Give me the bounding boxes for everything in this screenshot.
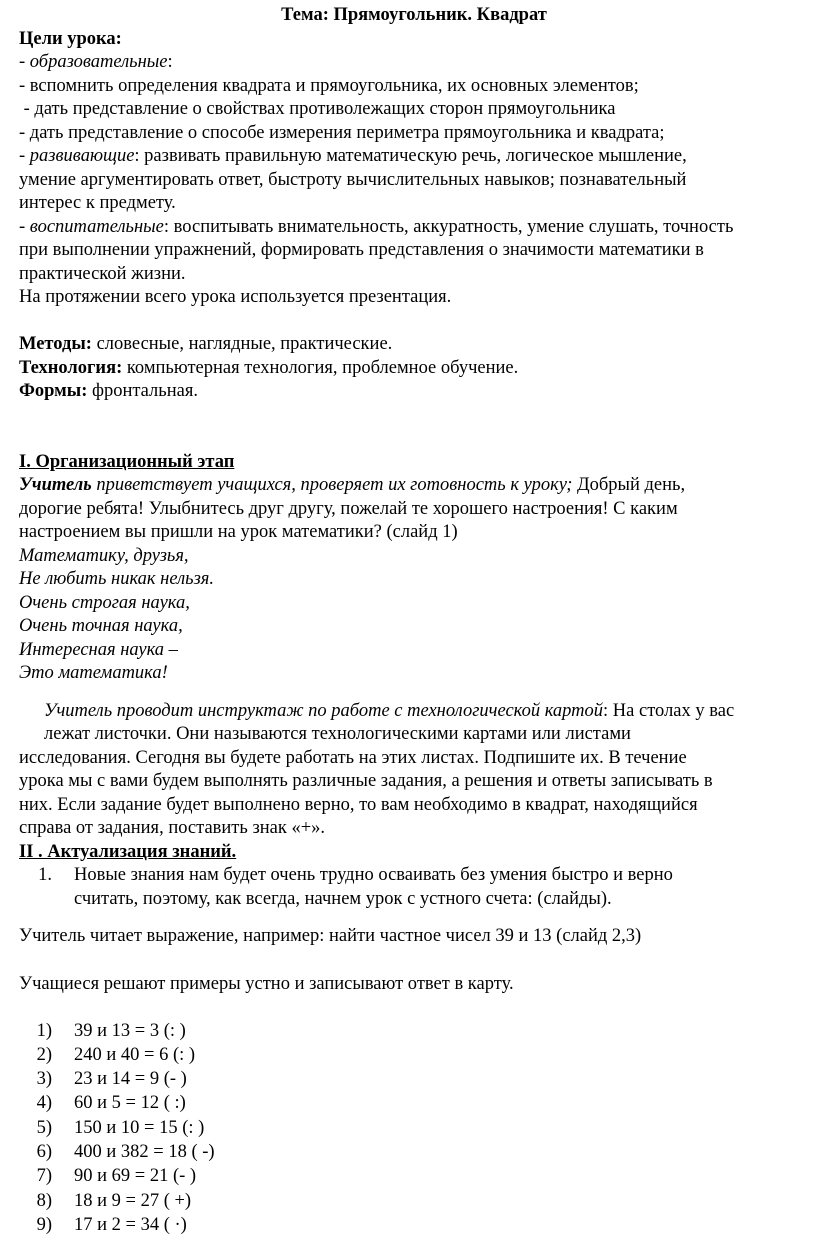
technology-value: компьютерная технология, проблемное обучение. [122,358,518,378]
instruction-text: справа от задания, поставить знак «+». [19,817,809,841]
instruction-line [19,700,809,724]
exercise-list [19,1020,809,1238]
upbringing-text: : воспитывать внимательность, аккуратность, умение слушать, точность [164,217,734,237]
methods-line [19,333,809,357]
poem-line: Очень точная наука, [19,615,809,639]
exercise-text: 39 и 13 = 3 (: ) [74,1020,186,1044]
methods-value: словесные, наглядные, практические. [92,334,392,354]
exercise-text: 60 и 5 = 12 ( :) [74,1092,186,1116]
developing-text: : развивать правильную математическую речь, логическое мышление, [134,146,686,166]
teacher-action: приветствует учащихся, проверяет их готовность к уроку; [92,475,573,495]
page-title: Тема: Прямоугольник. Квадрат [19,4,809,28]
developing-goal: - развивающие: развивать правильную математическую речь, логическое мышление, [19,145,809,169]
instruction-italic: Учитель проводит инструктаж по работе с технологической картой [44,701,603,721]
exercise-text: 90 и 69 = 21 (- ) [74,1165,196,1189]
greeting-line: настроением вы пришли на урок математики? (слайд 1) [19,521,809,545]
stage2-item-text: Новые знания нам будет очень трудно осваивать без умения быстро и верно [74,864,673,888]
teacher-label: Учитель [19,475,92,495]
instruction-text: исследования. Сегодня вы будете работать на этих листах. Подпишите их. В течение [19,747,809,771]
exercise-text: 400 и 382 = 18 ( -) [74,1141,215,1165]
exercise-item [19,1165,809,1189]
upbringing-text-line: при выполнении упражнений, формировать представления о значимости математики в [19,239,809,263]
instruction-text: урока мы с вами будем выполнять различные задания, а решения и ответы записывать в [19,770,809,794]
stage2-list-item [19,864,809,888]
exercise-text: 17 и 2 = 34 ( ·) [74,1214,187,1238]
greeting-line: дорогие ребята! Улыбнитесь друг другу, пожелай те хорошего настроения! С каким [19,498,809,522]
exercise-item [19,1214,809,1238]
exercise-text: 150 и 10 = 15 (: ) [74,1117,204,1141]
forms-value: фронтальная. [87,381,198,401]
methods-label: Методы: [19,334,92,354]
stage2-heading: II . Актуализация знаний. [19,841,809,865]
educational-label: образовательные [30,52,168,72]
instruction-start: : На столах у вас [603,701,734,721]
stage2-item-text-cont: считать, поэтому, как всегда, начнем урок с устного счета: (слайды). [19,888,809,912]
exercise-number: 7) [19,1165,74,1189]
teacher-greeting-line [19,474,809,498]
upbringing-text-line: практической жизни. [19,263,809,287]
upbringing-goal: - воспитательные: воспитывать внимательность, аккуратность, умение слушать, точность [19,216,809,240]
poem-line: Это математика! [19,662,809,686]
educational-item: - дать представление о свойствах противолежащих сторон прямоугольника [19,98,809,122]
document-page [19,0,809,1238]
exercise-item [19,1020,809,1044]
exercise-text: 23 и 14 = 9 (- ) [74,1068,187,1092]
exercise-item [19,1044,809,1068]
stage2-item-number: 1. [19,864,74,888]
teacher-reads: Учитель читает выражение, например: найти частное чисел 39 и 13 (слайд 2,3) [19,925,809,949]
stage1-heading: I. Организационный этап [19,451,809,475]
educational-item: - вспомнить определения квадрата и прямоугольника, их основных элементов; [19,75,809,99]
exercise-item [19,1141,809,1165]
exercise-text: 18 и 9 = 27 ( +) [74,1190,191,1214]
greeting-start: Добрый день, [572,475,685,495]
exercise-number: 4) [19,1092,74,1116]
exercise-number: 6) [19,1141,74,1165]
poem-line: Интересная наука – [19,639,809,663]
exercise-text: 240 и 40 = 6 (: ) [74,1044,195,1068]
instruction-text: лежат листочки. Они называются технологическими картами или листами [19,723,809,747]
exercise-number: 9) [19,1214,74,1238]
forms-label: Формы: [19,381,87,401]
exercise-item [19,1190,809,1214]
educational-goal-label: - образовательные: [19,51,809,75]
technology-line [19,357,809,381]
developing-text-line: умение аргументировать ответ, быстроту вычислительных навыков; познавательный [19,169,809,193]
developing-label: развивающие [30,146,135,166]
students-solve: Учащиеся решают примеры устно и записывают ответ в карту. [19,973,809,997]
upbringing-label: воспитательные [30,217,164,237]
exercise-number: 5) [19,1117,74,1141]
exercise-number: 8) [19,1190,74,1214]
technology-label: Технология: [19,358,122,378]
poem-line: Не любить никак нельзя. [19,568,809,592]
presentation-note: На протяжении всего урока используется презентация. [19,286,809,310]
poem-line: Математику, друзья, [19,545,809,569]
exercise-item [19,1068,809,1092]
exercise-item [19,1092,809,1116]
poem-line: Очень строгая наука, [19,592,809,616]
exercise-number: 2) [19,1044,74,1068]
goals-heading: Цели урока: [19,28,809,52]
exercise-item [19,1117,809,1141]
instruction-text: них. Если задание будет выполнено верно, то вам необходимо в квадрат, находящийся [19,794,809,818]
forms-line [19,380,809,404]
educational-item: - дать представление о способе измерения периметра прямоугольника и квадрата; [19,122,809,146]
developing-text-line: интерес к предмету. [19,192,809,216]
exercise-number: 1) [19,1020,74,1044]
exercise-number: 3) [19,1068,74,1092]
